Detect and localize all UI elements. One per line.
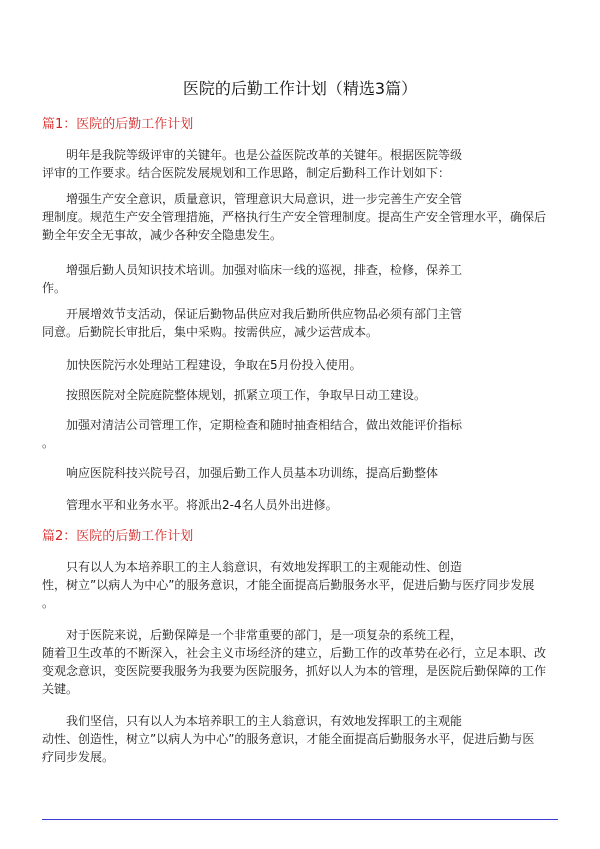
section1-paragraph-4: 开展增效节支活动，保证后勤物品供应对我后勤所供应物品必须有部门主管 同意。后勤院长审批后，集中采购。按需供应，减少运营成本。	[42, 307, 463, 339]
section1-paragraph-7: 加强对清洁公司管理工作，定期检查和随时抽查相结合，做出效能评价指标 。	[42, 418, 463, 450]
section1-paragraph-9: 管理水平和业务水平。将派出2-4名人员外出进修。	[42, 498, 338, 512]
section1-paragraph-1: 明年是我院等级评审的关键年。也是公益医院改革的关键年。根据医院等级 评审的工作要求。结合医院发展规划和工作思路，制定后勤科工作计划如下：	[42, 148, 463, 180]
section1-heading: 篇1：医院的后勤工作计划	[42, 117, 194, 132]
footer-rule	[42, 819, 558, 820]
document-title: 医院的后勤工作计划（精选3篇）	[182, 79, 418, 98]
section1-paragraph-2: 增强生产安全意识，质量意识，管理意识大局意识，进一步完善生产安全管 理制度。规范生产安全管理措施，严格执行生产安全管理制度。提高生产安全管理水平，确保后 勤全年安全无事故，减少各种安全隐患发生。	[42, 192, 547, 242]
section1-paragraph-6: 按照医院对全院庭院整体规划，抓紧立项工作，争取早日动工建设。	[42, 388, 427, 402]
section2-paragraph-1: 只有以人为本培养职工的主人翁意识，有效地发挥职工的主观能动性、创造 性，树立”以病人为中心”的服务意识，才能全面提高后勤服务水平，促进后勤与医疗同步发展 。	[42, 560, 535, 610]
section1-paragraph-5: 加快医院污水处理站工程建设，争取在5月份投入使用。	[42, 358, 362, 372]
section2-paragraph-2: 对于医院来说，后勤保障是一个非常重要的部门，是一项复杂的系统工程， 随着卫生改革的不断深入，社会主义市场经济的建立，后勤工作的改革势在必行，立足本职、改 变观念意识，变医院要我服务为我要为医院服务，抓好以人为本的管理，是医院后勤保障的工作 关键。	[42, 628, 547, 696]
section1-paragraph-3: 增强后勤人员知识技术培训。加强对临床一线的巡视，排查，检修，保养工 作。	[42, 263, 463, 295]
section1-paragraph-8: 响应医院科技兴院号召，加强后勤工作人员基本功训练，提高后勤整体	[42, 466, 439, 480]
section2-paragraph-3: 我们坚信，只有以人为本培养职工的主人翁意识，有效地发挥职工的主观能 动性、创造性，树立”以病人为中心”的服务意识，才能全面提高后勤服务水平，促进后勤与医 疗同步发展。	[42, 714, 535, 764]
section2-heading: 篇2：医院的后勤工作计划	[42, 529, 194, 544]
